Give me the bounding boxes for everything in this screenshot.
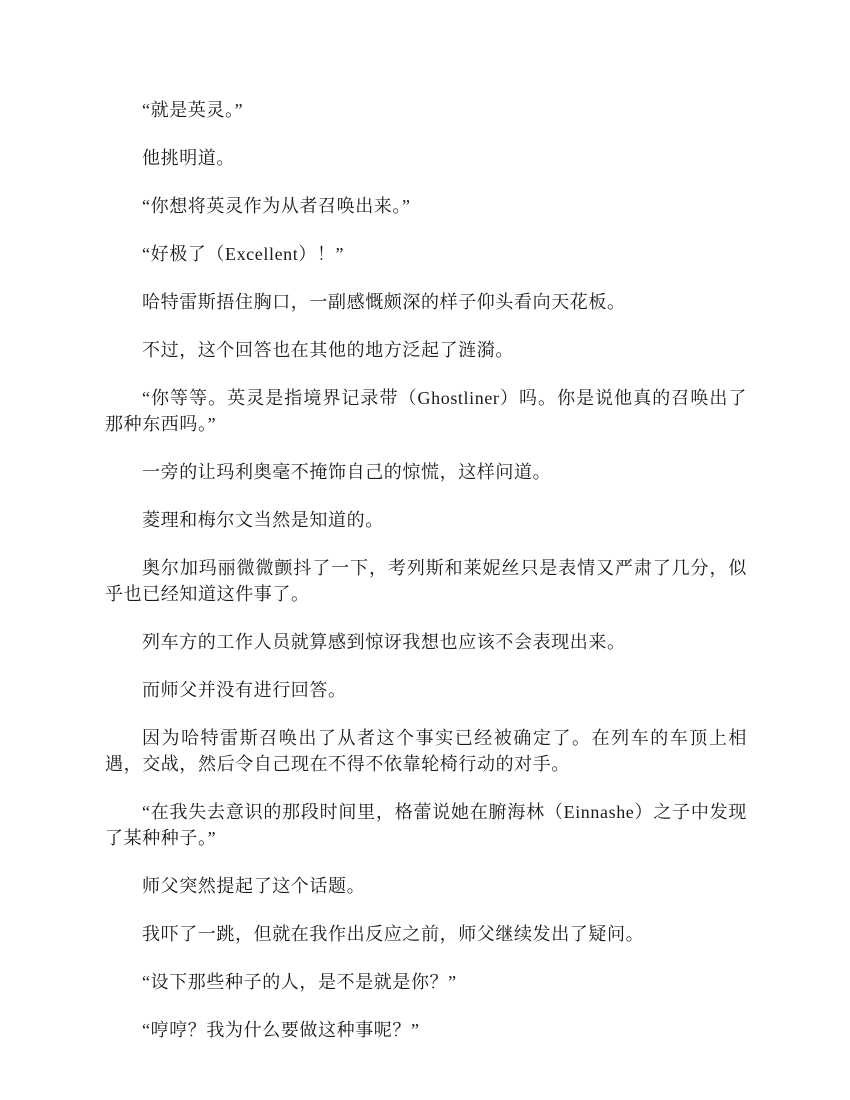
paragraph: 菱理和梅尔文当然是知道的。 — [142, 510, 384, 530]
paragraph: “你想将英灵作为从者召唤出来。” — [142, 196, 411, 216]
paragraph: 我吓了一跳，但就在我作出反应之前，师父继续发出了疑问。 — [142, 924, 645, 944]
paragraph: 因为哈特雷斯召唤出了从者这个事实已经被确定了。在列车的车顶上相遇，交战，然后令自己现在不得不依靠轮椅行动的对手。 — [105, 728, 747, 774]
paragraph: “你等等。英灵是指境界记录带（Ghostliner）吗。你是说他真的召唤出了那种东西吗。” — [105, 388, 747, 434]
paragraph: “就是英灵。” — [142, 100, 244, 120]
paragraph: “设下那些种子的人，是不是就是你？” — [142, 972, 457, 992]
paragraph: “在我失去意识的那段时间里，格蕾说她在腑海林（Einnashe）之子中发现了某种种子。” — [105, 802, 747, 848]
paragraph: 师父突然提起了这个话题。 — [142, 876, 366, 896]
paragraph: “哼哼？我为什么要做这种事呢？” — [142, 1020, 420, 1040]
paragraph: “好极了（Excellent）！” — [142, 244, 345, 264]
paragraph: 不过，这个回答也在其他的地方泛起了涟漪。 — [142, 340, 514, 360]
paragraph: 而师父并没有进行回答。 — [142, 680, 347, 700]
paragraph: 列车方的工作人员就算感到惊讶我想也应该不会表现出来。 — [142, 632, 626, 652]
document-body — [105, 97, 747, 1065]
paragraph: 哈特雷斯捂住胸口，一副感慨颇深的样子仰头看向天花板。 — [142, 292, 626, 312]
paragraph: 一旁的让玛利奥毫不掩饰自己的惊慌，这样问道。 — [142, 462, 552, 482]
paragraph: 奥尔加玛丽微微颤抖了一下，考列斯和莱妮丝只是表情又严肃了几分，似乎也已经知道这件事了。 — [105, 558, 747, 604]
paragraph: 他挑明道。 — [142, 148, 235, 168]
